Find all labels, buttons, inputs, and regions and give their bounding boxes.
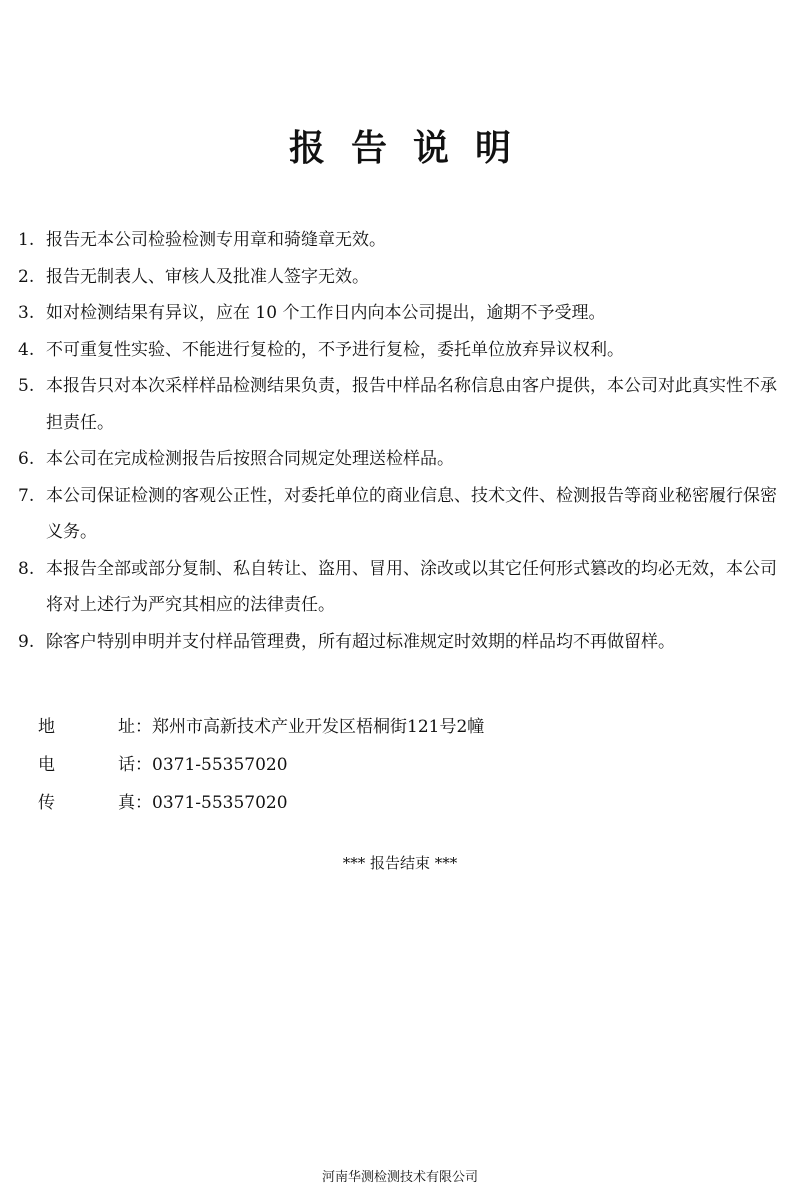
note-text: 报告无制表人、审核人及批准人签字无效。 bbox=[46, 266, 369, 287]
note-number: 9. bbox=[18, 631, 35, 652]
fax-label: 传 bbox=[38, 793, 55, 813]
fax-value: 0371-55357020 bbox=[152, 793, 288, 813]
phone-value: 0371-55357020 bbox=[152, 755, 288, 775]
note-item bbox=[18, 478, 778, 551]
note-item bbox=[18, 222, 778, 259]
phone-label: 电 bbox=[38, 755, 55, 775]
note-number: 7. bbox=[18, 485, 35, 506]
note-text: 报告无本公司检验检测专用章和骑缝章无效。 bbox=[46, 230, 386, 250]
note-text: 如对检测结果有异议，应在 10 个工作日内向本公司提出，逾期不予受理。 bbox=[46, 303, 606, 323]
note-text: 不可重复性实验、不能进行复检的，不予进行复检，委托单位放弃异议权利。 bbox=[46, 339, 624, 360]
note-text: 本报告只对本次采样样品检测结果负责，报告中样品名称信息由客户提供，本公司对此真实性不承担责任。 bbox=[46, 376, 777, 433]
note-text: 本公司保证检测的客观公正性，对委托单位的商业信息、技术文件、检测报告等商业秘密履行保密义务。 bbox=[46, 485, 777, 542]
note-item bbox=[18, 259, 778, 296]
note-number: 4. bbox=[18, 339, 35, 360]
address-row bbox=[38, 708, 484, 746]
footer-company-name: 河南华测检测技术有限公司 bbox=[321, 1170, 478, 1185]
note-item bbox=[18, 332, 778, 369]
note-number: 8. bbox=[18, 558, 35, 579]
page-title: 报告说明 bbox=[288, 128, 537, 169]
note-text: 除客户特别申明并支付样品管理费，所有超过标准规定时效期的样品均不再做留样。 bbox=[46, 631, 675, 652]
note-item bbox=[18, 368, 778, 441]
note-number: 6. bbox=[18, 449, 35, 469]
contact-block bbox=[38, 708, 484, 822]
note-text: 本报告全部或部分复制、私自转让、盗用、冒用、涂改或以其它任何形式篡改的均必无效，本公司将对上述行为严究其相应的法律责任。 bbox=[46, 558, 777, 615]
phone-row bbox=[38, 746, 484, 784]
note-text: 本公司在完成检测报告后按照合同规定处理送检样品。 bbox=[46, 449, 454, 469]
note-number: 1. bbox=[18, 230, 35, 250]
note-item bbox=[18, 624, 778, 661]
report-end-mark: *** 报告结束 *** bbox=[342, 854, 458, 872]
address-label: 地 bbox=[38, 717, 55, 737]
note-item bbox=[18, 551, 778, 624]
fax-key: 真： bbox=[118, 793, 152, 813]
address-value: 郑州市高新技术产业开发区梧桐街121号2幢 bbox=[152, 717, 485, 737]
note-item bbox=[18, 441, 778, 478]
phone-key: 话： bbox=[118, 755, 152, 775]
note-number: 5. bbox=[18, 376, 35, 396]
notes-list bbox=[18, 222, 778, 660]
note-number: 2. bbox=[18, 266, 35, 287]
note-number: 3. bbox=[18, 303, 35, 323]
address-key: 址： bbox=[118, 717, 152, 737]
note-item bbox=[18, 295, 778, 332]
fax-row bbox=[38, 784, 484, 822]
